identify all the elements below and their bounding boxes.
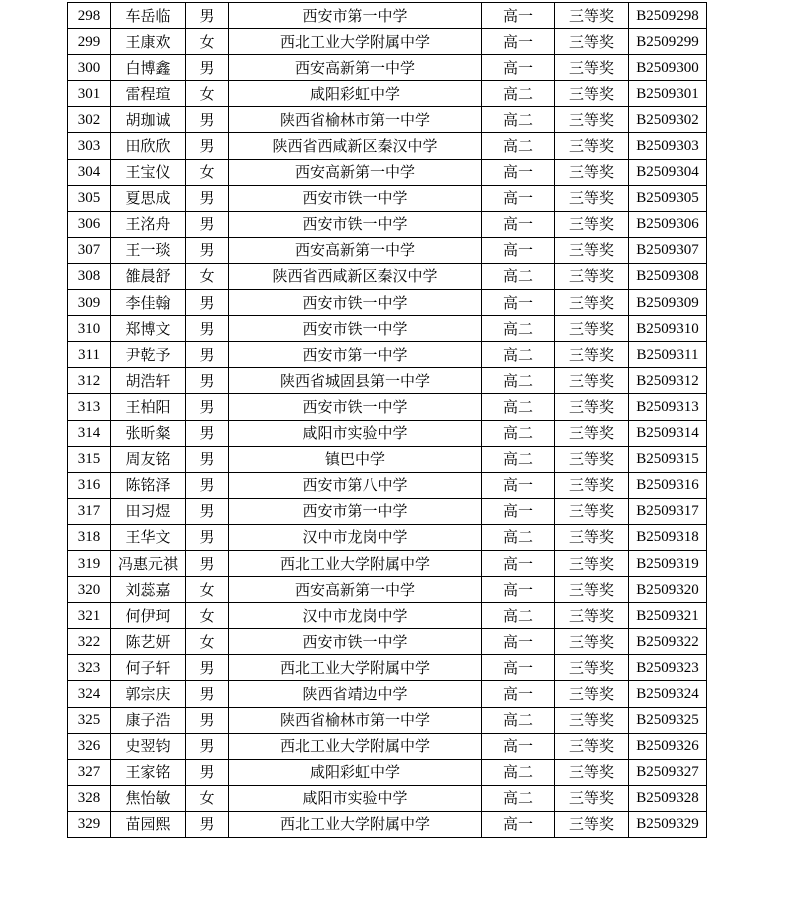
gender-cell: 男 bbox=[186, 733, 229, 759]
table-row bbox=[68, 524, 707, 550]
table-row bbox=[68, 446, 707, 472]
grade-cell: 高二 bbox=[482, 368, 555, 394]
award-level-cell: 三等奖 bbox=[555, 211, 629, 237]
grade-cell: 高一 bbox=[482, 185, 555, 211]
grade-cell: 高二 bbox=[482, 446, 555, 472]
award-level-cell: 三等奖 bbox=[555, 133, 629, 159]
certificate-number-cell: B2509322 bbox=[629, 629, 707, 655]
grade-cell: 高二 bbox=[482, 524, 555, 550]
school-cell: 陕西省西咸新区秦汉中学 bbox=[229, 133, 482, 159]
certificate-number-cell: B2509315 bbox=[629, 446, 707, 472]
grade-cell: 高一 bbox=[482, 237, 555, 263]
school-cell: 西北工业大学附属中学 bbox=[229, 733, 482, 759]
gender-cell: 女 bbox=[186, 629, 229, 655]
certificate-number-cell: B2509304 bbox=[629, 159, 707, 185]
award-table-body bbox=[68, 3, 707, 838]
student-name-cell: 康子浩 bbox=[111, 707, 186, 733]
gender-cell: 女 bbox=[186, 81, 229, 107]
student-name-cell: 周友铭 bbox=[111, 446, 186, 472]
certificate-number-cell: B2509307 bbox=[629, 237, 707, 263]
row-number-cell: 314 bbox=[68, 420, 111, 446]
award-level-cell: 三等奖 bbox=[555, 107, 629, 133]
certificate-number-cell: B2509327 bbox=[629, 759, 707, 785]
award-level-cell: 三等奖 bbox=[555, 681, 629, 707]
student-name-cell: 郭宗庆 bbox=[111, 681, 186, 707]
certificate-number-cell: B2509316 bbox=[629, 472, 707, 498]
gender-cell: 男 bbox=[186, 655, 229, 681]
student-name-cell: 雷程瑄 bbox=[111, 81, 186, 107]
school-cell: 西安市铁一中学 bbox=[229, 211, 482, 237]
row-number-cell: 301 bbox=[68, 81, 111, 107]
certificate-number-cell: B2509320 bbox=[629, 577, 707, 603]
table-row bbox=[68, 394, 707, 420]
grade-cell: 高二 bbox=[482, 420, 555, 446]
grade-cell: 高一 bbox=[482, 472, 555, 498]
award-level-cell: 三等奖 bbox=[555, 81, 629, 107]
award-level-cell: 三等奖 bbox=[555, 316, 629, 342]
table-row bbox=[68, 81, 707, 107]
student-name-cell: 王柏阳 bbox=[111, 394, 186, 420]
student-name-cell: 李佳翰 bbox=[111, 290, 186, 316]
gender-cell: 男 bbox=[186, 472, 229, 498]
student-name-cell: 何子轩 bbox=[111, 655, 186, 681]
certificate-number-cell: B2509314 bbox=[629, 420, 707, 446]
gender-cell: 男 bbox=[186, 342, 229, 368]
row-number-cell: 322 bbox=[68, 629, 111, 655]
table-row bbox=[68, 211, 707, 237]
table-row bbox=[68, 603, 707, 629]
award-level-cell: 三等奖 bbox=[555, 394, 629, 420]
row-number-cell: 323 bbox=[68, 655, 111, 681]
student-name-cell: 白博鑫 bbox=[111, 55, 186, 81]
grade-cell: 高二 bbox=[482, 759, 555, 785]
school-cell: 汉中市龙岗中学 bbox=[229, 524, 482, 550]
table-row bbox=[68, 629, 707, 655]
table-row bbox=[68, 811, 707, 837]
award-level-cell: 三等奖 bbox=[555, 577, 629, 603]
student-name-cell: 王华文 bbox=[111, 524, 186, 550]
school-cell: 西安市铁一中学 bbox=[229, 290, 482, 316]
school-cell: 镇巴中学 bbox=[229, 446, 482, 472]
gender-cell: 男 bbox=[186, 3, 229, 29]
student-name-cell: 刘蕊嘉 bbox=[111, 577, 186, 603]
award-level-cell: 三等奖 bbox=[555, 759, 629, 785]
certificate-number-cell: B2509306 bbox=[629, 211, 707, 237]
certificate-number-cell: B2509318 bbox=[629, 524, 707, 550]
school-cell: 西安市第一中学 bbox=[229, 3, 482, 29]
row-number-cell: 302 bbox=[68, 107, 111, 133]
gender-cell: 男 bbox=[186, 707, 229, 733]
row-number-cell: 308 bbox=[68, 263, 111, 289]
award-level-cell: 三等奖 bbox=[555, 603, 629, 629]
table-row bbox=[68, 498, 707, 524]
grade-cell: 高一 bbox=[482, 811, 555, 837]
row-number-cell: 304 bbox=[68, 159, 111, 185]
certificate-number-cell: B2509305 bbox=[629, 185, 707, 211]
gender-cell: 男 bbox=[186, 290, 229, 316]
award-level-cell: 三等奖 bbox=[555, 498, 629, 524]
award-level-cell: 三等奖 bbox=[555, 3, 629, 29]
certificate-number-cell: B2509329 bbox=[629, 811, 707, 837]
grade-cell: 高二 bbox=[482, 81, 555, 107]
table-row bbox=[68, 733, 707, 759]
award-level-cell: 三等奖 bbox=[555, 368, 629, 394]
award-level-cell: 三等奖 bbox=[555, 655, 629, 681]
row-number-cell: 298 bbox=[68, 3, 111, 29]
table-row bbox=[68, 55, 707, 81]
row-number-cell: 320 bbox=[68, 577, 111, 603]
school-cell: 陕西省城固县第一中学 bbox=[229, 368, 482, 394]
student-name-cell: 尹乾予 bbox=[111, 342, 186, 368]
school-cell: 陕西省榆林市第一中学 bbox=[229, 107, 482, 133]
student-name-cell: 张昕粲 bbox=[111, 420, 186, 446]
award-level-cell: 三等奖 bbox=[555, 237, 629, 263]
grade-cell: 高二 bbox=[482, 707, 555, 733]
school-cell: 西安市铁一中学 bbox=[229, 185, 482, 211]
certificate-number-cell: B2509313 bbox=[629, 394, 707, 420]
row-number-cell: 307 bbox=[68, 237, 111, 263]
table-row bbox=[68, 107, 707, 133]
school-cell: 西安高新第一中学 bbox=[229, 159, 482, 185]
school-cell: 咸阳市实验中学 bbox=[229, 785, 482, 811]
school-cell: 西安市第一中学 bbox=[229, 342, 482, 368]
row-number-cell: 316 bbox=[68, 472, 111, 498]
gender-cell: 男 bbox=[186, 681, 229, 707]
award-level-cell: 三等奖 bbox=[555, 524, 629, 550]
gender-cell: 男 bbox=[186, 759, 229, 785]
grade-cell: 高一 bbox=[482, 681, 555, 707]
school-cell: 陕西省靖边中学 bbox=[229, 681, 482, 707]
student-name-cell: 田欣欣 bbox=[111, 133, 186, 159]
certificate-number-cell: B2509325 bbox=[629, 707, 707, 733]
grade-cell: 高一 bbox=[482, 577, 555, 603]
student-name-cell: 郑博文 bbox=[111, 316, 186, 342]
award-level-cell: 三等奖 bbox=[555, 29, 629, 55]
certificate-number-cell: B2509308 bbox=[629, 263, 707, 289]
table-row bbox=[68, 472, 707, 498]
award-list-table bbox=[67, 2, 707, 838]
school-cell: 咸阳彩虹中学 bbox=[229, 759, 482, 785]
school-cell: 西安市铁一中学 bbox=[229, 316, 482, 342]
award-level-cell: 三等奖 bbox=[555, 733, 629, 759]
award-level-cell: 三等奖 bbox=[555, 342, 629, 368]
table-row bbox=[68, 237, 707, 263]
gender-cell: 男 bbox=[186, 133, 229, 159]
school-cell: 西安市第八中学 bbox=[229, 472, 482, 498]
row-number-cell: 312 bbox=[68, 368, 111, 394]
row-number-cell: 306 bbox=[68, 211, 111, 237]
school-cell: 西北工业大学附属中学 bbox=[229, 655, 482, 681]
row-number-cell: 305 bbox=[68, 185, 111, 211]
row-number-cell: 321 bbox=[68, 603, 111, 629]
school-cell: 陕西省榆林市第一中学 bbox=[229, 707, 482, 733]
student-name-cell: 王家铭 bbox=[111, 759, 186, 785]
student-name-cell: 焦怡敏 bbox=[111, 785, 186, 811]
award-level-cell: 三等奖 bbox=[555, 159, 629, 185]
student-name-cell: 苗园熙 bbox=[111, 811, 186, 837]
table-row bbox=[68, 263, 707, 289]
table-row bbox=[68, 577, 707, 603]
grade-cell: 高一 bbox=[482, 3, 555, 29]
certificate-number-cell: B2509319 bbox=[629, 550, 707, 576]
grade-cell: 高一 bbox=[482, 290, 555, 316]
student-name-cell: 王康欢 bbox=[111, 29, 186, 55]
row-number-cell: 317 bbox=[68, 498, 111, 524]
gender-cell: 男 bbox=[186, 185, 229, 211]
table-row bbox=[68, 342, 707, 368]
table-row bbox=[68, 3, 707, 29]
row-number-cell: 328 bbox=[68, 785, 111, 811]
table-row bbox=[68, 29, 707, 55]
table-row bbox=[68, 133, 707, 159]
gender-cell: 女 bbox=[186, 603, 229, 629]
row-number-cell: 327 bbox=[68, 759, 111, 785]
table-row bbox=[68, 655, 707, 681]
gender-cell: 男 bbox=[186, 316, 229, 342]
grade-cell: 高二 bbox=[482, 394, 555, 420]
gender-cell: 男 bbox=[186, 107, 229, 133]
gender-cell: 男 bbox=[186, 237, 229, 263]
certificate-number-cell: B2509326 bbox=[629, 733, 707, 759]
student-name-cell: 田习煜 bbox=[111, 498, 186, 524]
table-row bbox=[68, 159, 707, 185]
certificate-number-cell: B2509311 bbox=[629, 342, 707, 368]
school-cell: 咸阳市实验中学 bbox=[229, 420, 482, 446]
row-number-cell: 311 bbox=[68, 342, 111, 368]
gender-cell: 男 bbox=[186, 211, 229, 237]
gender-cell: 女 bbox=[186, 785, 229, 811]
row-number-cell: 324 bbox=[68, 681, 111, 707]
student-name-cell: 何伊珂 bbox=[111, 603, 186, 629]
gender-cell: 男 bbox=[186, 524, 229, 550]
certificate-number-cell: B2509299 bbox=[629, 29, 707, 55]
row-number-cell: 329 bbox=[68, 811, 111, 837]
table-row bbox=[68, 785, 707, 811]
award-level-cell: 三等奖 bbox=[555, 185, 629, 211]
student-name-cell: 夏思成 bbox=[111, 185, 186, 211]
grade-cell: 高一 bbox=[482, 629, 555, 655]
grade-cell: 高二 bbox=[482, 263, 555, 289]
row-number-cell: 300 bbox=[68, 55, 111, 81]
award-level-cell: 三等奖 bbox=[555, 707, 629, 733]
grade-cell: 高一 bbox=[482, 159, 555, 185]
row-number-cell: 313 bbox=[68, 394, 111, 420]
grade-cell: 高二 bbox=[482, 785, 555, 811]
row-number-cell: 303 bbox=[68, 133, 111, 159]
certificate-number-cell: B2509321 bbox=[629, 603, 707, 629]
table-row bbox=[68, 368, 707, 394]
certificate-number-cell: B2509300 bbox=[629, 55, 707, 81]
student-name-cell: 王宝仪 bbox=[111, 159, 186, 185]
certificate-number-cell: B2509328 bbox=[629, 785, 707, 811]
award-level-cell: 三等奖 bbox=[555, 290, 629, 316]
award-level-cell: 三等奖 bbox=[555, 420, 629, 446]
gender-cell: 男 bbox=[186, 811, 229, 837]
award-level-cell: 三等奖 bbox=[555, 785, 629, 811]
grade-cell: 高一 bbox=[482, 211, 555, 237]
student-name-cell: 车岳临 bbox=[111, 3, 186, 29]
student-name-cell: 王洺舟 bbox=[111, 211, 186, 237]
gender-cell: 女 bbox=[186, 29, 229, 55]
school-cell: 西北工业大学附属中学 bbox=[229, 29, 482, 55]
student-name-cell: 雒晨舒 bbox=[111, 263, 186, 289]
student-name-cell: 胡珈诚 bbox=[111, 107, 186, 133]
gender-cell: 男 bbox=[186, 446, 229, 472]
award-level-cell: 三等奖 bbox=[555, 263, 629, 289]
gender-cell: 男 bbox=[186, 55, 229, 81]
row-number-cell: 326 bbox=[68, 733, 111, 759]
grade-cell: 高二 bbox=[482, 316, 555, 342]
gender-cell: 女 bbox=[186, 263, 229, 289]
grade-cell: 高一 bbox=[482, 29, 555, 55]
row-number-cell: 315 bbox=[68, 446, 111, 472]
grade-cell: 高一 bbox=[482, 655, 555, 681]
award-level-cell: 三等奖 bbox=[555, 629, 629, 655]
school-cell: 西安高新第一中学 bbox=[229, 55, 482, 81]
certificate-number-cell: B2509302 bbox=[629, 107, 707, 133]
gender-cell: 男 bbox=[186, 498, 229, 524]
certificate-number-cell: B2509303 bbox=[629, 133, 707, 159]
table-row bbox=[68, 550, 707, 576]
student-name-cell: 胡浩轩 bbox=[111, 368, 186, 394]
certificate-number-cell: B2509312 bbox=[629, 368, 707, 394]
row-number-cell: 310 bbox=[68, 316, 111, 342]
certificate-number-cell: B2509323 bbox=[629, 655, 707, 681]
table-row bbox=[68, 316, 707, 342]
grade-cell: 高二 bbox=[482, 603, 555, 629]
grade-cell: 高二 bbox=[482, 342, 555, 368]
table-row bbox=[68, 420, 707, 446]
table-row bbox=[68, 290, 707, 316]
gender-cell: 女 bbox=[186, 159, 229, 185]
school-cell: 咸阳彩虹中学 bbox=[229, 81, 482, 107]
grade-cell: 高二 bbox=[482, 133, 555, 159]
grade-cell: 高二 bbox=[482, 107, 555, 133]
certificate-number-cell: B2509298 bbox=[629, 3, 707, 29]
table-row bbox=[68, 681, 707, 707]
award-level-cell: 三等奖 bbox=[555, 550, 629, 576]
row-number-cell: 309 bbox=[68, 290, 111, 316]
student-name-cell: 史翌钧 bbox=[111, 733, 186, 759]
award-level-cell: 三等奖 bbox=[555, 472, 629, 498]
school-cell: 汉中市龙岗中学 bbox=[229, 603, 482, 629]
row-number-cell: 319 bbox=[68, 550, 111, 576]
certificate-number-cell: B2509324 bbox=[629, 681, 707, 707]
certificate-number-cell: B2509309 bbox=[629, 290, 707, 316]
grade-cell: 高一 bbox=[482, 498, 555, 524]
award-level-cell: 三等奖 bbox=[555, 446, 629, 472]
grade-cell: 高一 bbox=[482, 733, 555, 759]
grade-cell: 高一 bbox=[482, 55, 555, 81]
student-name-cell: 冯惠元祺 bbox=[111, 550, 186, 576]
grade-cell: 高一 bbox=[482, 550, 555, 576]
gender-cell: 女 bbox=[186, 577, 229, 603]
school-cell: 西安市第一中学 bbox=[229, 498, 482, 524]
school-cell: 西安市铁一中学 bbox=[229, 629, 482, 655]
certificate-number-cell: B2509301 bbox=[629, 81, 707, 107]
certificate-number-cell: B2509317 bbox=[629, 498, 707, 524]
table-row bbox=[68, 759, 707, 785]
gender-cell: 男 bbox=[186, 368, 229, 394]
row-number-cell: 325 bbox=[68, 707, 111, 733]
gender-cell: 男 bbox=[186, 420, 229, 446]
gender-cell: 男 bbox=[186, 394, 229, 420]
school-cell: 陕西省西咸新区秦汉中学 bbox=[229, 263, 482, 289]
row-number-cell: 299 bbox=[68, 29, 111, 55]
table-row bbox=[68, 185, 707, 211]
student-name-cell: 陈艺妍 bbox=[111, 629, 186, 655]
school-cell: 西北工业大学附属中学 bbox=[229, 550, 482, 576]
table-row bbox=[68, 707, 707, 733]
award-level-cell: 三等奖 bbox=[555, 55, 629, 81]
certificate-number-cell: B2509310 bbox=[629, 316, 707, 342]
school-cell: 西安高新第一中学 bbox=[229, 237, 482, 263]
award-level-cell: 三等奖 bbox=[555, 811, 629, 837]
student-name-cell: 王一琰 bbox=[111, 237, 186, 263]
gender-cell: 男 bbox=[186, 550, 229, 576]
school-cell: 西北工业大学附属中学 bbox=[229, 811, 482, 837]
row-number-cell: 318 bbox=[68, 524, 111, 550]
school-cell: 西安市铁一中学 bbox=[229, 394, 482, 420]
student-name-cell: 陈铭泽 bbox=[111, 472, 186, 498]
school-cell: 西安高新第一中学 bbox=[229, 577, 482, 603]
